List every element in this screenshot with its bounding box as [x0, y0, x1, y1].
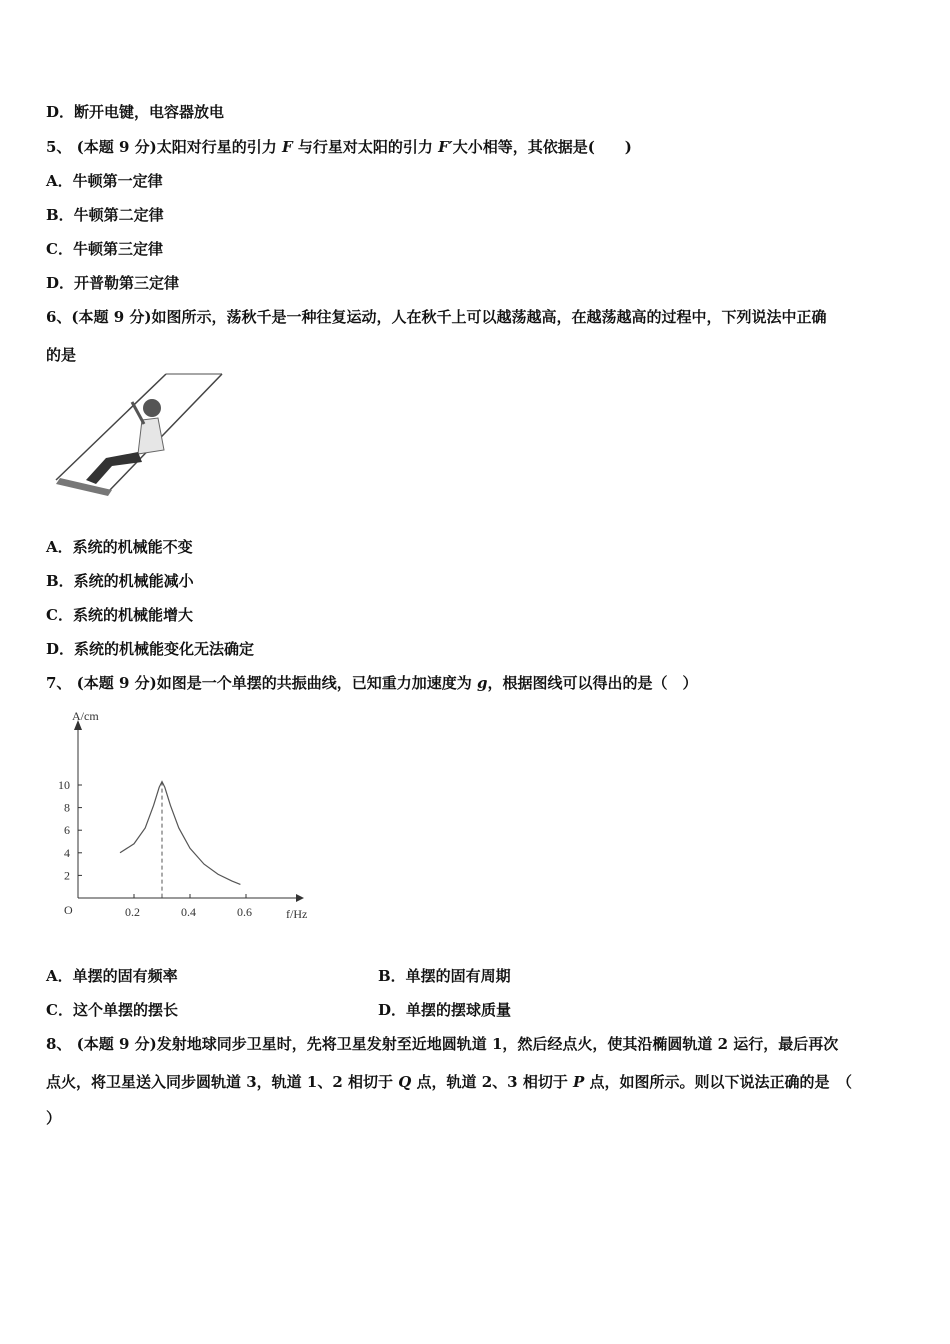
origin-label: O [64, 903, 73, 917]
y-tick-label: 8 [64, 800, 70, 815]
q8-line2-part3: 点，如图所示。则以下说法正确的是 （ [584, 1073, 853, 1091]
q6-stem-line2: 的是 [46, 346, 77, 364]
q7-option-d[interactable]: D．单摆的摆球质量 [378, 1001, 512, 1019]
q6-option-b[interactable]: B．系统的机械能减小 [46, 572, 194, 590]
q5-option-b[interactable]: B．牛顿第二定律 [46, 206, 164, 224]
y-tick-label: 6 [64, 823, 70, 838]
y-tick-label: 4 [64, 845, 70, 860]
swing-rope-right [108, 374, 222, 492]
q6-option-d[interactable]: D．系统的机械能变化无法确定 [46, 640, 255, 658]
q5-option-c[interactable]: C．牛顿第三定律 [46, 240, 163, 258]
x-tick-label: 0.4 [181, 905, 196, 919]
person-legs [86, 452, 142, 484]
q6-option-a[interactable]: A．系统的机械能不变 [46, 538, 193, 556]
q5-stem-part1: 5、 (本题 9 分)太阳对行星的引力 [46, 138, 282, 156]
q5-stem [46, 137, 632, 157]
q5-stem-part3: 大小相等，其依据是( ) [452, 138, 632, 156]
q7-option-c[interactable]: C．这个单摆的摆长 [46, 1001, 178, 1019]
q8-line2-part2: 点，轨道 2、3 相切于 [411, 1073, 574, 1091]
resonance-chart [56, 706, 326, 928]
person-torso [138, 418, 164, 454]
q8-stem-line1: 8、 (本题 9 分)发射地球同步卫星时，先将卫星发射至近地圆轨道 1，然后经点火，使其沿椭圆轨道 2 运行，最后再次 [46, 1035, 839, 1053]
q8-point-P: P [573, 1073, 585, 1091]
person-arm [132, 402, 144, 424]
q8-stem-line3: ） [46, 1109, 62, 1127]
q5-stem-part2: 与行星对太阳的引力 [292, 138, 439, 156]
q6-stem-line1: 6、(本题 9 分)如图所示，荡秋千是一种往复运动，人在秋千上可以越荡越高，在越荡越高的过程中，下列说法中正确 [46, 308, 827, 326]
person-head [143, 399, 161, 417]
q8-stem-line2 [46, 1072, 852, 1092]
q7-option-a[interactable]: A．单摆的固有频率 [46, 967, 178, 985]
q7-gravity-g: g [476, 674, 488, 692]
swing-figure [46, 372, 226, 502]
x-tick-label: 0.6 [237, 905, 252, 919]
q5-option-a[interactable]: A．牛顿第一定律 [46, 172, 163, 190]
q7-option-b[interactable]: B．单摆的固有周期 [378, 967, 511, 985]
q5-force-F-prime: F′ [438, 138, 453, 156]
resonance-curve [120, 782, 240, 885]
y-axis-label: A/cm [72, 709, 99, 723]
x-axis-label: f/Hz [286, 907, 308, 921]
x-tick-label: 0.2 [125, 905, 140, 919]
x-axis-arrow [296, 894, 304, 902]
y-tick-label: 2 [64, 868, 70, 883]
q7-stem-part2: ，根据图线可以得出的是（ ） [487, 674, 698, 692]
y-tick-label: 10 [58, 778, 70, 792]
q5-option-d[interactable]: D．开普勒第三定律 [46, 274, 180, 292]
swing-seat [56, 478, 112, 496]
q8-point-Q: Q [398, 1073, 412, 1091]
q4-option-d: D．断开电键，电容器放电 [46, 103, 225, 121]
q5-force-F: F [281, 138, 293, 156]
q8-line2-part1: 点火，将卫星送入同步圆轨道 3，轨道 1、2 相切于 [46, 1073, 399, 1091]
q6-option-c[interactable]: C．系统的机械能增大 [46, 606, 193, 624]
q7-stem [46, 673, 697, 693]
q7-stem-part1: 7、 (本题 9 分)如图是一个单摆的共振曲线，已知重力加速度为 [46, 674, 477, 692]
